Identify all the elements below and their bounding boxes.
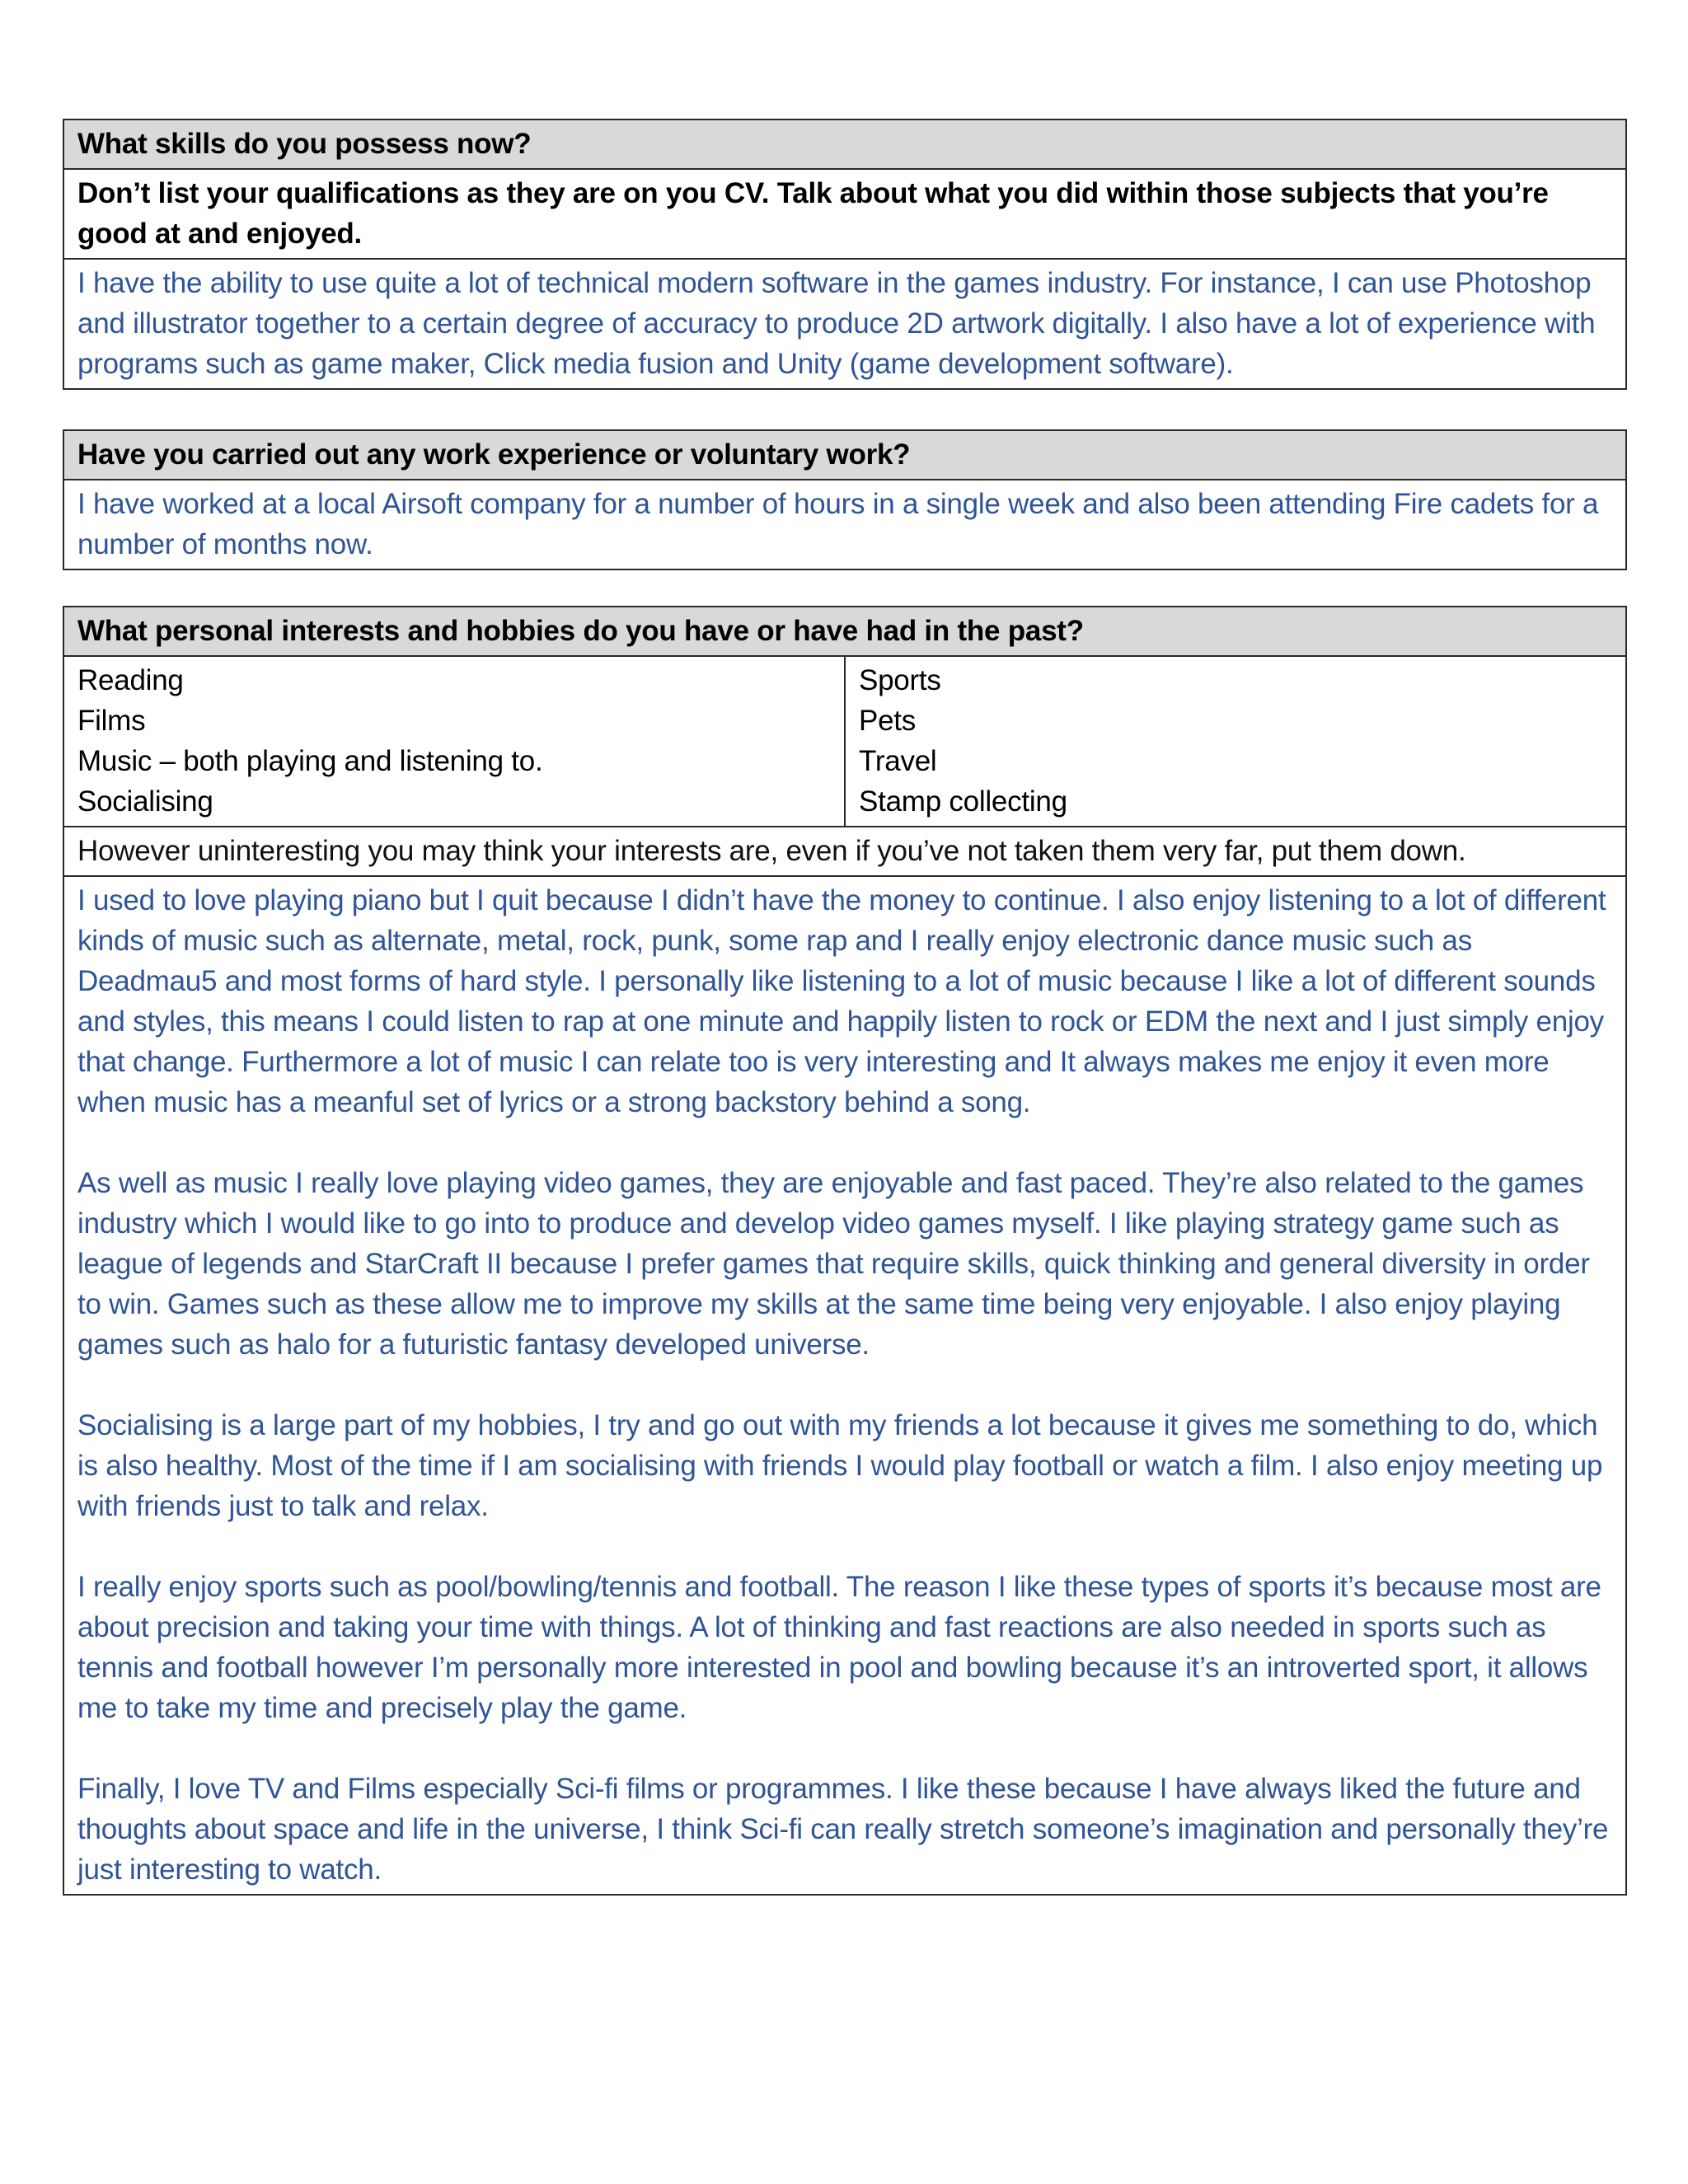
hobby-item: Pets bbox=[859, 705, 917, 737]
hobbies-left-column bbox=[63, 656, 845, 827]
hobby-item: Films bbox=[77, 705, 146, 737]
hobby-item: Sports bbox=[859, 664, 941, 696]
hobbies-paragraph-games: As well as music I really love playing video games, they are enjoyable and fast paced. They’re also related to the games industry which I would like to go into to produce and develop video games myself. I like playing strategy game such as league of legends and StarCraft II because I prefer games that require skills, quick thinking and general diversity in order to win. Games such as these allow me to improve my skills at the same time being very enjoyable. I also enjoy playing games such as halo for a futuristic fantasy developed universe. bbox=[77, 1167, 1590, 1361]
skills-answer[interactable]: I have the ability to use quite a lot of technical modern software in the games industry. For instance, I can use Photoshop and illustrator together to a certain degree of accuracy to produce 2D artwork digitally. I also have a lot of experience with programs such as game maker, Click media fusion and Unity (game development software). bbox=[63, 259, 1626, 389]
hobby-item: Stamp collecting bbox=[859, 785, 1067, 818]
work-experience-answer[interactable]: I have worked at a local Airsoft company for a number of hours in a single week and also been attending Fire cadets for a number of months now. bbox=[63, 480, 1626, 569]
hobby-item: Travel bbox=[859, 745, 937, 777]
hobby-item: Music – both playing and listening to. bbox=[77, 745, 543, 777]
hobbies-table bbox=[63, 606, 1627, 1896]
cv-form-page bbox=[63, 119, 1627, 1896]
skills-instruction: Don’t list your qualifications as they are on you CV. Talk about what you did within those subjects that you’re good at and enjoyed. bbox=[63, 169, 1626, 259]
hobby-item: Socialising bbox=[77, 785, 213, 818]
hobby-item: Reading bbox=[77, 664, 184, 696]
hobbies-paragraph-sports: I really enjoy sports such as pool/bowling/tennis and football. The reason I like these types of sports it’s because most are about precision and taking your time with things. A lot of thinking and fast reactions are also needed in sports such as tennis and football however I’m personally more interested in pool and bowling because it’s an introverted sport, it allows me to take my time and precisely play the game. bbox=[77, 1571, 1601, 1724]
hobbies-right-column bbox=[845, 656, 1626, 827]
skills-table bbox=[63, 119, 1627, 390]
hobbies-paragraph-music: I used to love playing piano but I quit because I didn’t have the money to continue. I also enjoy listening to a lot of different kinds of music such as alternate, metal, rock, punk, some rap and I really enjoy electronic dance music such as Deadmau5 and most forms of hard style. I personally like listening to a lot of music because I like a lot of different sounds and styles, this means I could listen to rap at one minute and happily listen to rock or EDM the next and I just simply enjoy that change. Furthermore a lot of music I can relate too is very interesting and It always makes me enjoy it even more when music has a meanful set of lyrics or a strong backstory behind a song. bbox=[77, 884, 1606, 1118]
work-experience-heading: Have you carried out any work experience or voluntary work? bbox=[63, 430, 1626, 480]
hobbies-paragraph-socialising: Socialising is a large part of my hobbies, I try and go out with my friends a lot because it gives me something to do, which is also healthy. Most of the time if I am socialising with friends I would play football or watch a film. I also enjoy meeting up with friends just to talk and relax. bbox=[77, 1409, 1603, 1522]
hobbies-note: However uninteresting you may think your interests are, even if you’ve not taken them very far, put them down. bbox=[63, 827, 1626, 876]
work-experience-table bbox=[63, 429, 1627, 570]
hobbies-heading: What personal interests and hobbies do you have or have had in the past? bbox=[63, 607, 1626, 656]
hobbies-answer[interactable] bbox=[63, 876, 1626, 1895]
skills-heading: What skills do you possess now? bbox=[63, 120, 1626, 169]
hobbies-paragraph-films: Finally, I love TV and Films especially Sci-fi films or programmes. I like these because I have always liked the future and thoughts about space and life in the universe, I think Sci-fi can really stretch someone’s imagination and personally they’re just interesting to watch. bbox=[77, 1773, 1609, 1886]
